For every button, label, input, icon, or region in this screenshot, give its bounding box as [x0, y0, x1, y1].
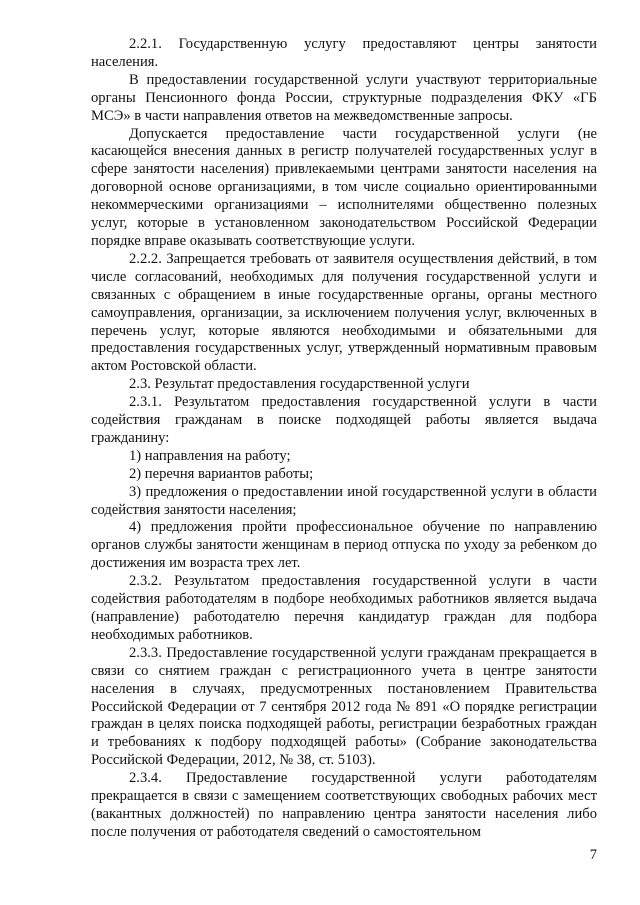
- list-item-3: 3) предложения о предоставлении иной государственной услуги в области содействия занятости населения;: [91, 483, 597, 518]
- paragraph-2-3-2: 2.3.2. Результатом предоставления государственной услуги в части содействия работодателям в подборе необходимых работников является выдача (направление) работодателю перечня кандидатур граждан для подбора необходимых работников.: [91, 573, 597, 643]
- list-item-2: 2) перечня вариантов работы;: [129, 465, 314, 482]
- paragraph-2-2-1: 2.2.1. Государственную услугу предоставляют центры занятости населения.: [91, 36, 597, 70]
- paragraph-2-3-4: 2.3.4. Предоставление государственной услуги работодателям прекращается в связи с замещением соответствующих свободных рабочих мест (вакантных должностей) по направлению центра занятости населения либо после получения от работодателя сведений о самостоятельном: [91, 770, 597, 840]
- list-item-1: 1) направления на работу;: [129, 447, 291, 464]
- paragraph-partial-provision: Допускается предоставление части государственной услуги (не касающейся внесения данных в регистр получателей государственных услуг в сфере занятости населения) привлекаемыми центрами занятости населения на договорной основе организациями, в том числе социально ориентированными некоммерческими организациями – исполнителями общественно полезных услуг, которые в установленном законодательством Российской Федерации порядке вправе оказывать соответствующие услуги.: [91, 125, 597, 249]
- page-number: 7: [589, 847, 597, 863]
- document-body: [91, 36, 597, 842]
- paragraph-2-3-1: 2.3.1. Результатом предоставления государственной услуги в части содействия гражданам в поиске подходящей работы является выдача гражданину:: [91, 394, 597, 446]
- paragraph-participants: В предоставлении государственной услуги участвуют территориальные органы Пенсионного фонда России, структурные подразделения ФКУ «ГБ МСЭ» в части направления ответов на межведомственные запросы.: [91, 71, 597, 124]
- paragraph-2-2-2: 2.2.2. Запрещается требовать от заявителя осуществления действий, в том числе согласований, необходимых для получения государственной услуги и связанных с обращением в иные государственные органы, органы местного самоуправления, организации, за исключением получения услуг, включенных в перечень услуг, которые являются необходимыми и обязательными для предоставления государственных услуг, утвержденный нормативным правовым актом Ростовской области.: [91, 250, 597, 375]
- section-heading-2-3: 2.3. Результат предоставления государственной услуги: [129, 376, 470, 393]
- list-item-4: 4) предложения пройти профессиональное обучение по направлению органов службы занятости женщинам в период отпуска по уходу за ребенком до достижения им возраста трех лет.: [91, 519, 597, 572]
- paragraph-2-3-3: 2.3.3. Предоставление государственной услуги гражданам прекращается в связи со снятием граждан с регистрационного учета в центре занятости населения в случаях, предусмотренных постановлением Правительства Российской Федерации от 7 сентября 2012 года № 891 «О порядке регистрации граждан в целях поиска подходящей работы, регистрации безработных граждан и требованиях к подбору подходящей работы» (Собрание законодательства Российской Федерации, 2012, № 38, ст. 5103).: [91, 644, 597, 769]
